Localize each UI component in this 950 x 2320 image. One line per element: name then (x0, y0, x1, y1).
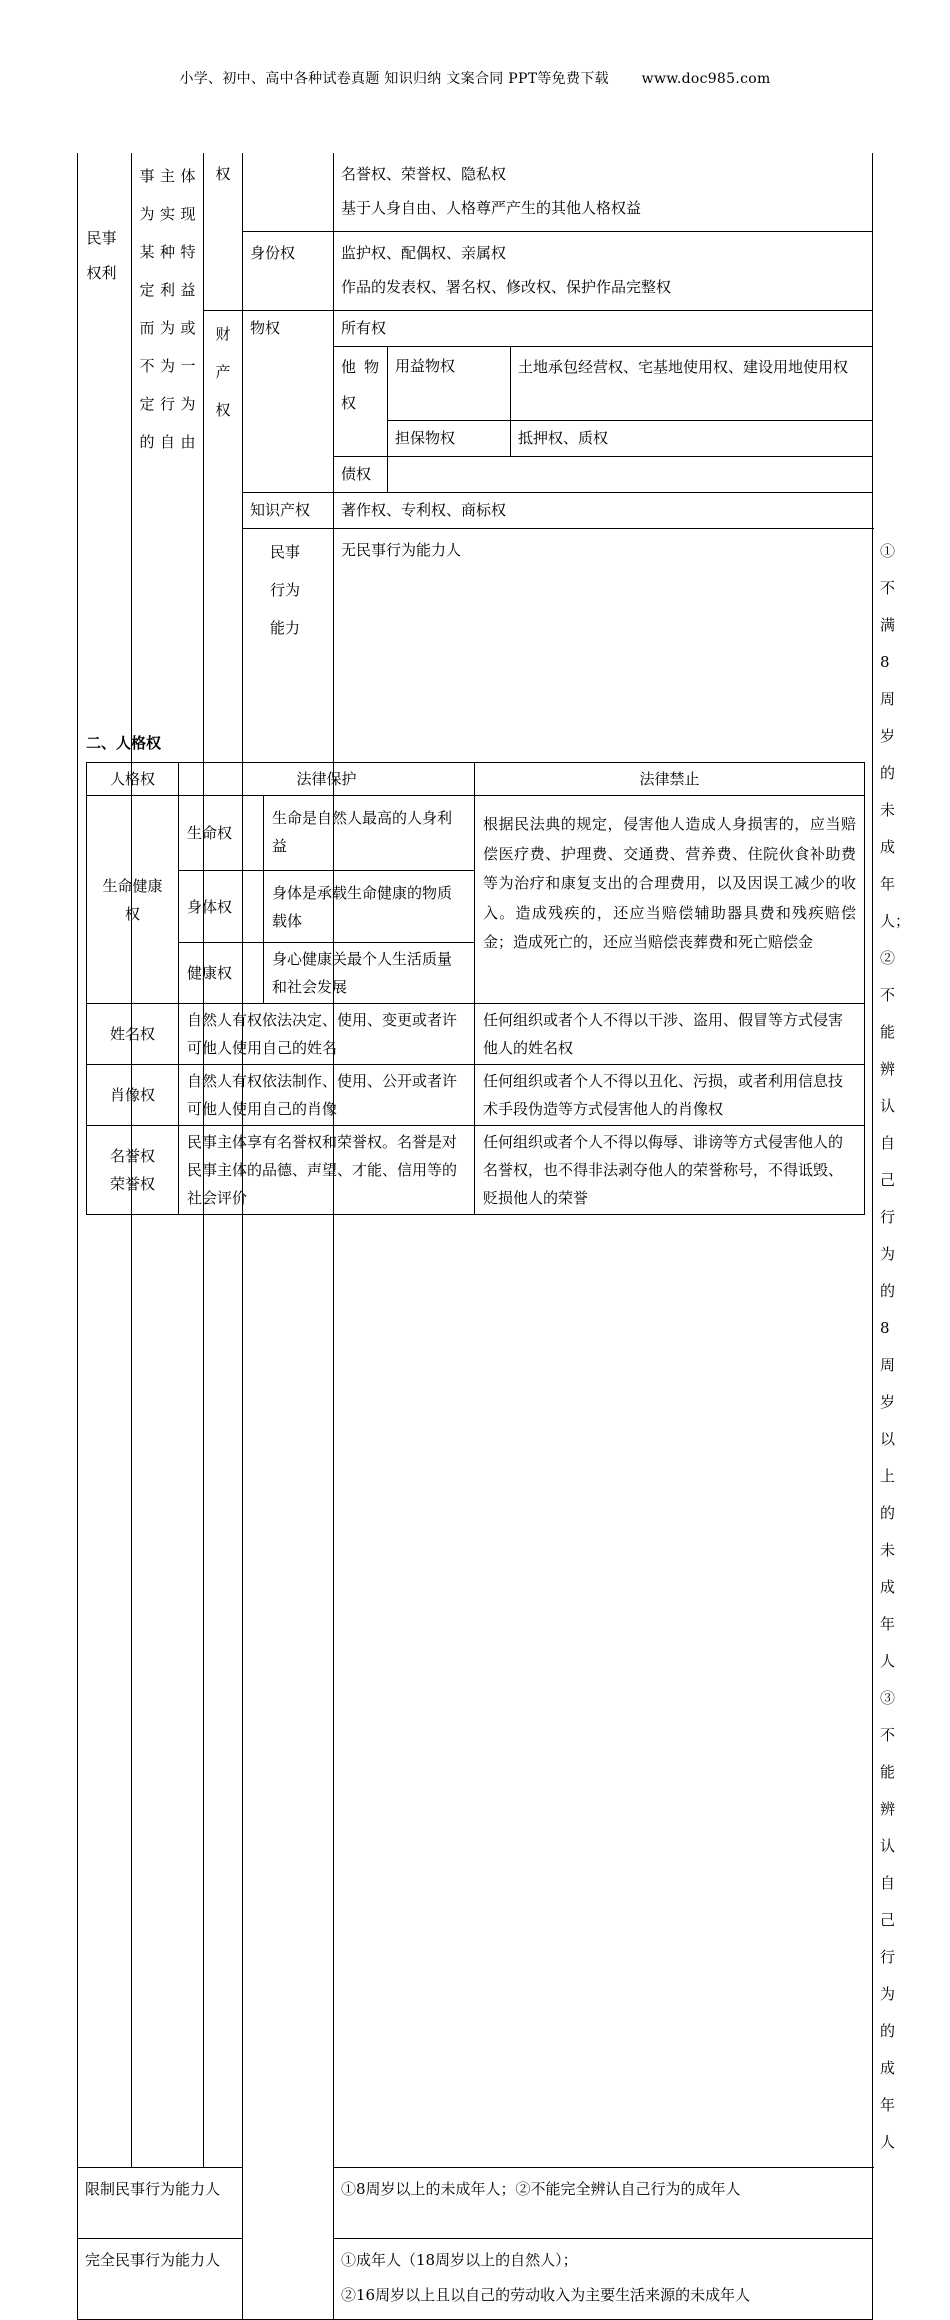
property-rights-label: 财产权 (215, 325, 231, 419)
life-right-name: 生命权 (179, 796, 264, 871)
personal-rights-cat: 权 (204, 153, 243, 311)
ip-label: 知识产权 (243, 493, 334, 529)
ownership: 所有权 (334, 311, 873, 347)
creditor-value (388, 457, 873, 493)
header-text: 小学、初中、高中各种试卷真题 知识归纳 文案合同 PPT等免费下载 (179, 71, 609, 87)
name-right-label: 姓名权 (87, 1004, 179, 1065)
name-right-prohibition: 任何组织或者个人不得以干涉、盗用、假冒等方式侵害他人的姓名权 (475, 1004, 865, 1065)
capacity-0-label: 无民事行为能力人 (334, 529, 873, 2168)
usufruct-value: 土地承包经营权、宅基地使用权、建设用地使用权 (511, 347, 873, 421)
capacity-2-line2: ②16周岁以上且以自己的劳动收入为主要生活来源的未成年人 (341, 2286, 751, 2304)
health-right-name: 健康权 (179, 943, 264, 1004)
life-health-prohibition: 根据民法典的规定，侵害他人造成人身损害的，应当赔偿医疗费、护理费、交通费、营养费、住院伙食补助费等为治疗和康复支出的合理费用，以及因误工减少的收入。造成残疾的，还应当赔偿辅助器具费和残疾赔偿金；造成死亡的，还应当赔偿丧葬费和死亡赔偿金 (475, 796, 865, 1004)
creditor-label: 债权 (334, 457, 388, 493)
identity-line2: 作品的发表权、署名权、修改权、保护作品完整权 (341, 278, 672, 296)
portrait-right-prohibition: 任何组织或者个人不得以丑化、污损，或者利用信息技术手段伪造等方式侵害他人的肖像权 (475, 1065, 865, 1126)
personal-empty-cell (243, 153, 334, 232)
identity-label: 身份权 (243, 232, 334, 311)
reputation-right-label-cell (87, 1126, 179, 1215)
page-header (0, 68, 950, 88)
real-rights-label: 物权 (243, 311, 334, 493)
life-right-desc: 生命是自然人最高的人身利益 (264, 796, 475, 871)
reputation-right-label2: 荣誉权 (109, 1175, 155, 1193)
health-right-desc: 身心健康关最个人生活质量和社会发展 (264, 943, 475, 1004)
civil-rights-table: 民事权利 事主体为实现某种特定利益而为或不为一定行为的自由 权 名誉权、荣誉权、隐私权 基于人身自由、人格尊严产生的其他人格权益 身份权 监护权、配偶权、亲属权 作品的发表权、署名权、修改权、保护作品完整权 财产权 物权 所有权 他物权 用益物权 土地承包经营权、宅基地使用权、建设用地使用权 担保物权 抵押权、质权 债权 知识产权 著作权、专利权、商标权 民事行为能力 无民事行为能力人 ①不满8周岁的未成年人；②不能辨认自己行为的8周岁以上的未成年人 ③不能辨认自己行为的成年人 限制民事行为能力人 ①8周岁以上的未成年人；②不能完全辨认自己行为的成年人 完全民事行为能力人 ①成年人（18周岁以上的自然人）； ②16周岁以上且以自己的劳动收入为主要生活来源的未成年人 (77, 153, 873, 2320)
reputation-right-prohibition: 任何组织或者个人不得以侮辱、诽谤等方式侵害他人的名誉权，也不得非法剥夺他人的荣誉称号，不得诋毁、贬损他人的荣誉 (475, 1126, 865, 1215)
usufruct-label: 用益物权 (388, 347, 511, 421)
other-real-rights-cell (334, 347, 388, 457)
capacity-2-label: 完全民事行为能力人 (78, 2239, 243, 2320)
portrait-right-label: 肖像权 (87, 1065, 179, 1126)
personality-rights-cell (334, 153, 873, 232)
header-col1: 人格权 (87, 763, 179, 796)
property-rights-cat (204, 311, 243, 2168)
ip-value: 著作权、专利权、商标权 (334, 493, 873, 529)
header-col3: 法律禁止 (475, 763, 865, 796)
header-col2: 法律保护 (179, 763, 475, 796)
personality-rights-table (86, 762, 865, 1215)
other-real-rights-label: 他物权 (341, 358, 379, 412)
capacity-2-line1: ①成年人（18周岁以上的自然人）； (341, 2251, 578, 2269)
identity-line1: 监护权、配偶权、亲属权 (341, 244, 507, 262)
rights-label: 民事权利 (86, 229, 117, 282)
capacity-1-label: 限制民事行为能力人 (78, 2168, 243, 2239)
capacity-label: 民事行为能力 (270, 543, 301, 637)
identity-rights-cell (334, 232, 873, 311)
reputation-right-protection: 民事主体享有名誉权和荣誉权。名誉是对民事主体的品德、声望、才能、信用等的社会评价 (179, 1126, 475, 1215)
body-right-name: 身体权 (179, 871, 264, 943)
portrait-right-protection: 自然人有权依法制作、使用、公开或者许可他人使用自己的肖像 (179, 1065, 475, 1126)
section-title: 二、人格权 (86, 734, 162, 752)
life-health-label-cell (87, 796, 179, 1004)
security-label: 担保物权 (388, 421, 511, 457)
security-value: 抵押权、质权 (511, 421, 873, 457)
reputation-right-label1: 名誉权 (109, 1147, 155, 1165)
body-right-desc: 身体是承载生命健康的物质载体 (264, 871, 475, 943)
capacity-1-line1: ①8周岁以上的未成年人；②不能完全辨认自己行为的成年人 (341, 2180, 741, 2198)
capacity-2-desc (334, 2239, 873, 2320)
name-right-protection: 自然人有权依法决定、使用、变更或者许可他人使用自己的姓名 (179, 1004, 475, 1065)
capacity-1-desc (334, 2168, 873, 2239)
rights-definition: 事主体为实现某种特定利益而为或不为一定行为的自由 (139, 167, 196, 451)
header-url: www.doc985.com (641, 71, 771, 87)
personality-rights-line2: 基于人身自由、人格尊严产生的其他人格权益 (341, 199, 642, 217)
personality-rights-line1: 名誉权、荣誉权、隐私权 (341, 165, 507, 183)
life-health-label: 生命健康权 (102, 876, 163, 923)
